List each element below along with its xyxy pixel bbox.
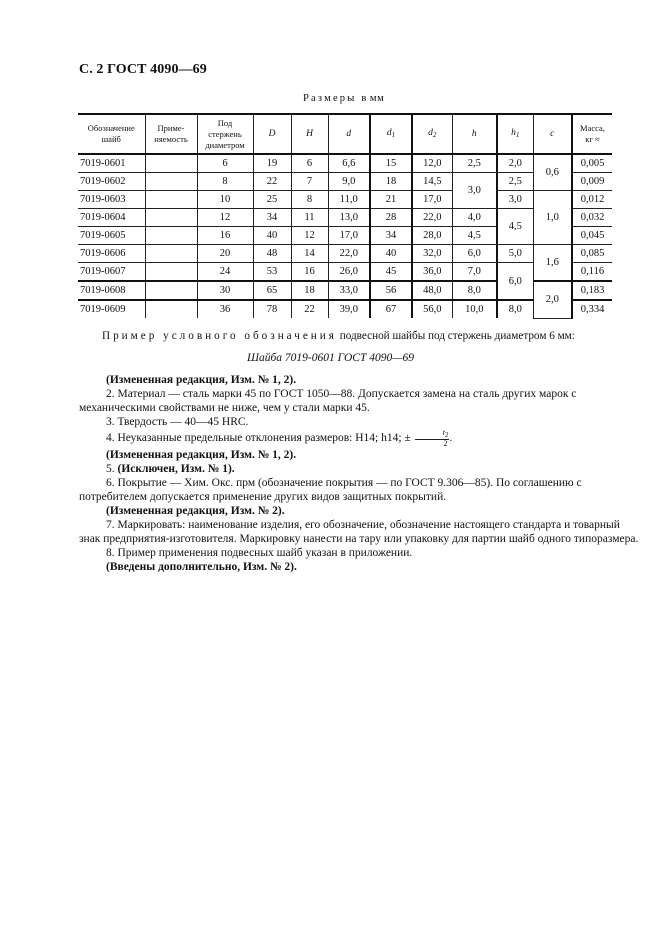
table-row: 7019-0608 30 65 18 33,0 56 48,0 8,0 2,0 0,183 (78, 281, 612, 300)
example-label: Пример условного обозначения (102, 330, 337, 342)
header-h1: $h_1$ (497, 114, 533, 154)
header-d2: $d_2$ (412, 114, 452, 154)
header-H: H (291, 114, 328, 154)
header-d1: $d_1$ (370, 114, 412, 154)
header-rod-diameter: Под стержень диаметром (197, 114, 253, 154)
note-tolerances: 4. Неуказанные предельные отклонения размеров: H14; h14; ± $\frac{t2}{2}$ . (106, 428, 453, 448)
note-application: 8. Пример применения подвесных шайб указан в приложении. (106, 547, 413, 559)
example-code: Шайба 7019-0601 ГОСТ 4090—69 (247, 352, 414, 364)
revision-note: (Измененная редакция, Изм. № 2). (106, 505, 285, 517)
note-hardness: 3. Твердость — 40—45 HRC. (106, 416, 249, 428)
table-row: 7019-0604 12 34 11 13,0 28 22,0 4,0 4,5 0,032 (78, 209, 612, 227)
note-marking: 7. Маркировать: наименование изделия, его обозначение, обозначение настоящего стандарта и товарный знак предприятия-изготовителя. Маркировку нанести на тару или упаковку для партии шайб одного типоразмера. (79, 519, 639, 545)
tolerance-fraction: $\frac{t2}{2}$ (415, 429, 450, 448)
header-mass: Масса, кг ≈ (572, 114, 612, 154)
note-coating: 6. Покрытие — Хим. Окс. прм (обозначение покрытия — по ГОСТ 9.306—85). По соглашению с потребителем допускается применение других видов защитных покрытий. (79, 477, 582, 503)
table-row: 7019-0605 16 40 12 17,0 34 28,0 4,5 0,045 (78, 227, 612, 245)
header-d: d (328, 114, 370, 154)
header-c: c (533, 114, 572, 154)
table-row: 7019-0607 24 53 16 26,0 45 36,0 7,0 6,0 0,116 (78, 263, 612, 282)
units-caption-label: Размеры (303, 93, 357, 104)
note-excluded: 5. (Исключен, Изм. № 1). (106, 463, 235, 475)
header-designation: Обозначение шайб (78, 114, 145, 154)
header-D: D (253, 114, 291, 154)
note-material: 2. Материал — сталь марки 45 по ГОСТ 1050—88. Допускается замена на сталь других марок с механическими свойствами не ниже, чем у стали марки 45. (79, 388, 577, 414)
notes-section (79, 373, 639, 574)
header-applicability: Приме- няемость (145, 114, 197, 154)
header-h: h (452, 114, 497, 154)
revision-note: (Измененная редакция, Изм. № 1, 2). (106, 449, 297, 461)
table-header-row (78, 114, 612, 154)
table-row: 7019-0601 6 19 6 6,6 15 12,0 2,5 2,0 0,6 0,005 (78, 154, 612, 173)
units-caption-unit: в мм (361, 93, 385, 104)
table-row: 7019-0606 20 48 14 22,0 40 32,0 6,0 5,0 1,6 0,085 (78, 245, 612, 263)
units-caption (303, 93, 384, 104)
designation-example (102, 330, 575, 342)
revision-note: (Измененная редакция, Изм. № 1, 2). (106, 374, 297, 386)
example-description: подвесной шайбы под стержень диаметром 6 мм: (336, 330, 575, 342)
table-row: 7019-0603 10 25 8 11,0 21 17,0 3,0 1,0 0,012 (78, 191, 612, 209)
table-row: 7019-0602 8 22 7 9,0 18 14,5 3,0 2,5 0,009 (78, 173, 612, 191)
revision-note: (Введены дополнительно, Изм. № 2). (106, 561, 297, 573)
table-row: 7019-0609 36 78 22 39,0 67 56,0 10,0 8,0 0,334 (78, 300, 612, 318)
dimensions-table (78, 113, 612, 319)
page-header: С. 2 ГОСТ 4090—69 (79, 62, 207, 77)
